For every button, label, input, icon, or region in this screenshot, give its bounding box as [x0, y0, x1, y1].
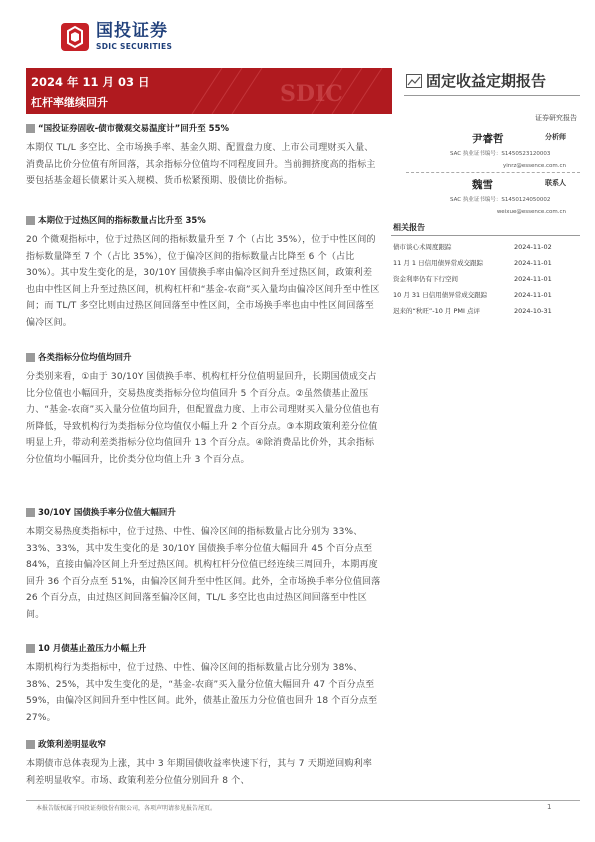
- section-title: 本期位于过热区间的指标数量占比升至 35%: [38, 216, 206, 226]
- section-body: 本期机构行为类指标中，位于过热、中性、偏冷区间的指标数量占比分别为 38%、38%、25%，其中发生变化的是，“基金-农商”买入量分位值大幅回升 47 个百分点至 59%，由偏冷区间回升至中性区间。此外，债基止盈压力分位值也回升 18 个百分点至 27%。: [26, 663, 378, 723]
- report-date: 2024 年 11 月 03 日: [31, 75, 150, 89]
- analyst-email[interactable]: yinrz@essence.com.cn: [502, 163, 566, 169]
- section-body: 分类别来看，①由于 30/10Y 国债换手率、机构杠杆分位值明显回升，长期国债成交占比分位值也小幅回升，交易热度类指标分位均值回升 5 个百分点。②虽然债基止盈压力、“基金-农商”买入量分位值均回升，但配置盘力度、上市公司理财买入量分位值也有所降低，导致机构行为类指标分位均值仅小幅上升 2 个百分点。③本期政策利差分位值明显上升，带动利差类指标分位均值回升 13 个百分点。④除消费品比价外，其余指标分位值均小幅回升，比价类分位均值上升 3 个百分点。: [26, 372, 380, 465]
- analyst-role: 联系人: [545, 179, 566, 187]
- related-report-date: 2024-11-01: [514, 275, 552, 283]
- related-report-date: 2024-10-31: [514, 307, 552, 315]
- section-body: 本期债市总体表现为上涨，其中 3 年期国债收益率快速下行，其与 7 天期逆回购利率利差明显收窄。市场、政策利差分位值分别回升 8 个、: [26, 759, 373, 786]
- report-type-header: [406, 70, 546, 91]
- analyst-email[interactable]: weixue@essence.com.cn: [496, 209, 566, 215]
- section-bullet-icon: [26, 644, 35, 653]
- footer-divider: [26, 800, 580, 801]
- related-reports-title: 相关报告: [393, 223, 425, 232]
- summary-section: [26, 737, 381, 789]
- logo-english-name: SDIC SECURITIES: [96, 42, 173, 52]
- section-bullet-icon: [26, 353, 35, 362]
- banner-watermark: SDIC: [280, 81, 343, 107]
- divider: [404, 95, 580, 96]
- summary-section: [26, 350, 381, 469]
- summary-section: [26, 641, 381, 726]
- related-report-item[interactable]: [393, 273, 582, 286]
- analyst-card: [406, 177, 580, 215]
- footer-disclaimer: 本报告版权属于国投证券股份有限公司，各项声明请参见报告尾页。: [36, 805, 217, 812]
- logo-chinese-name: 国投证券: [96, 21, 168, 42]
- section-title: 政策利差明显收窄: [38, 740, 107, 750]
- summary-section: [26, 505, 381, 624]
- related-report-title[interactable]: 10 月 31 日信用债异常成交跟踪: [393, 291, 488, 299]
- related-report-item[interactable]: [393, 257, 582, 270]
- summary-section: [26, 121, 381, 190]
- page-number: 1: [547, 803, 552, 811]
- section-title: 10 月债基止盈压力小幅上升: [38, 644, 147, 654]
- section-body: 本期仅 TL/L 多空比、全市场换手率、基金久期、配置盘力度、上市公司理财买入量、消费品比价分位值有所回落，其余指标分位值均不同程度回升。当前拥挤度高的指标主要包括基金超长债累计买入规模、货币松紧预期、股债比价指标。: [26, 143, 376, 187]
- divider: [391, 235, 580, 236]
- related-report-date: 2024-11-01: [514, 291, 552, 299]
- related-report-title[interactable]: 迟来的“秋旺”-10 月 PMI 点评: [393, 307, 480, 315]
- divider: [406, 172, 580, 173]
- section-title: 各类指标分位均值均回升: [38, 353, 132, 363]
- related-report-title[interactable]: 资金利率仍有下行空间: [393, 275, 458, 283]
- related-report-date: 2024-11-01: [514, 259, 552, 267]
- chart-icon: [406, 74, 422, 88]
- related-report-title[interactable]: 债市谈心术周度跟踪: [393, 243, 452, 251]
- analyst-role: 分析师: [545, 133, 566, 141]
- related-report-item[interactable]: [393, 305, 582, 318]
- report-subtitle: 杠杆率继续回升: [31, 96, 108, 109]
- report-category: 证券研究报告: [535, 114, 577, 122]
- section-body: 本期交易热度类指标中，位于过热、中性、偏冷区间的指标数量占比分别为 33%、33%、33%，其中发生变化的是 30/10Y 国债换手率分位值大幅回升 45 个百分点至 84%，直接由偏冷区间上升至过热区间。机构杠杆分位值已经连续三周回升，本期再度回升 36 个百分点至 51%，由偏冷区间升至中性区间。此外，全市场换手率分位值回落 26 个百分点，由过热区间回落至偏冷区间，TL/L 多空比也由过热区间回落至中性区间。: [26, 527, 381, 620]
- section-title: 30/10Y 国债换手率分位值大幅回升: [38, 508, 176, 518]
- company-logo: [60, 22, 172, 52]
- section-bullet-icon: [26, 124, 35, 133]
- report-type-label: 固定收益定期报告: [426, 72, 547, 90]
- related-reports-list: [393, 241, 582, 321]
- summary-section: [26, 213, 381, 332]
- section-bullet-icon: [26, 216, 35, 225]
- sdic-logo-icon: [60, 22, 90, 52]
- analyst-sac-number: SAC 执业证书编号：S1450523120003: [450, 151, 551, 157]
- related-report-title[interactable]: 11 月 1 日信用债异常成交跟踪: [393, 259, 484, 267]
- section-body: 20 个微观指标中，位于过热区间的指标数量升至 7 个（占比 35%），位于中性区间的指标数量降至 7 个（占比 35%），位于偏冷区间的指标数量占比降至 6 个（占比 30%）。其中发生变化的是，30/10Y 国债换手率由偏冷区间升至过热区间，政策利差也由中性区间上升至过热区间，机构杠杆和“基金-农商”买入量均由偏冷区间升至中性区间；而 TL/T 多空比则由过热区间回落至中性区间，全市场换手率也由中性区间回落至偏冷区间。: [26, 235, 380, 328]
- related-report-date: 2024-11-02: [514, 243, 552, 251]
- analyst-card: [406, 131, 580, 169]
- section-title: “国投证券固收-债市微观交易温度计”回升至 55%: [38, 124, 230, 134]
- banner-decoration: [162, 68, 392, 114]
- analyst-name: 尹睿哲: [472, 133, 504, 145]
- related-report-item[interactable]: [393, 289, 582, 302]
- section-bullet-icon: [26, 740, 35, 749]
- related-report-item[interactable]: [393, 241, 582, 254]
- analyst-sac-number: SAC 执业证书编号：S1450124050002: [450, 197, 551, 203]
- analyst-name: 魏雪: [472, 179, 493, 191]
- title-banner: [26, 68, 392, 114]
- section-bullet-icon: [26, 508, 35, 517]
